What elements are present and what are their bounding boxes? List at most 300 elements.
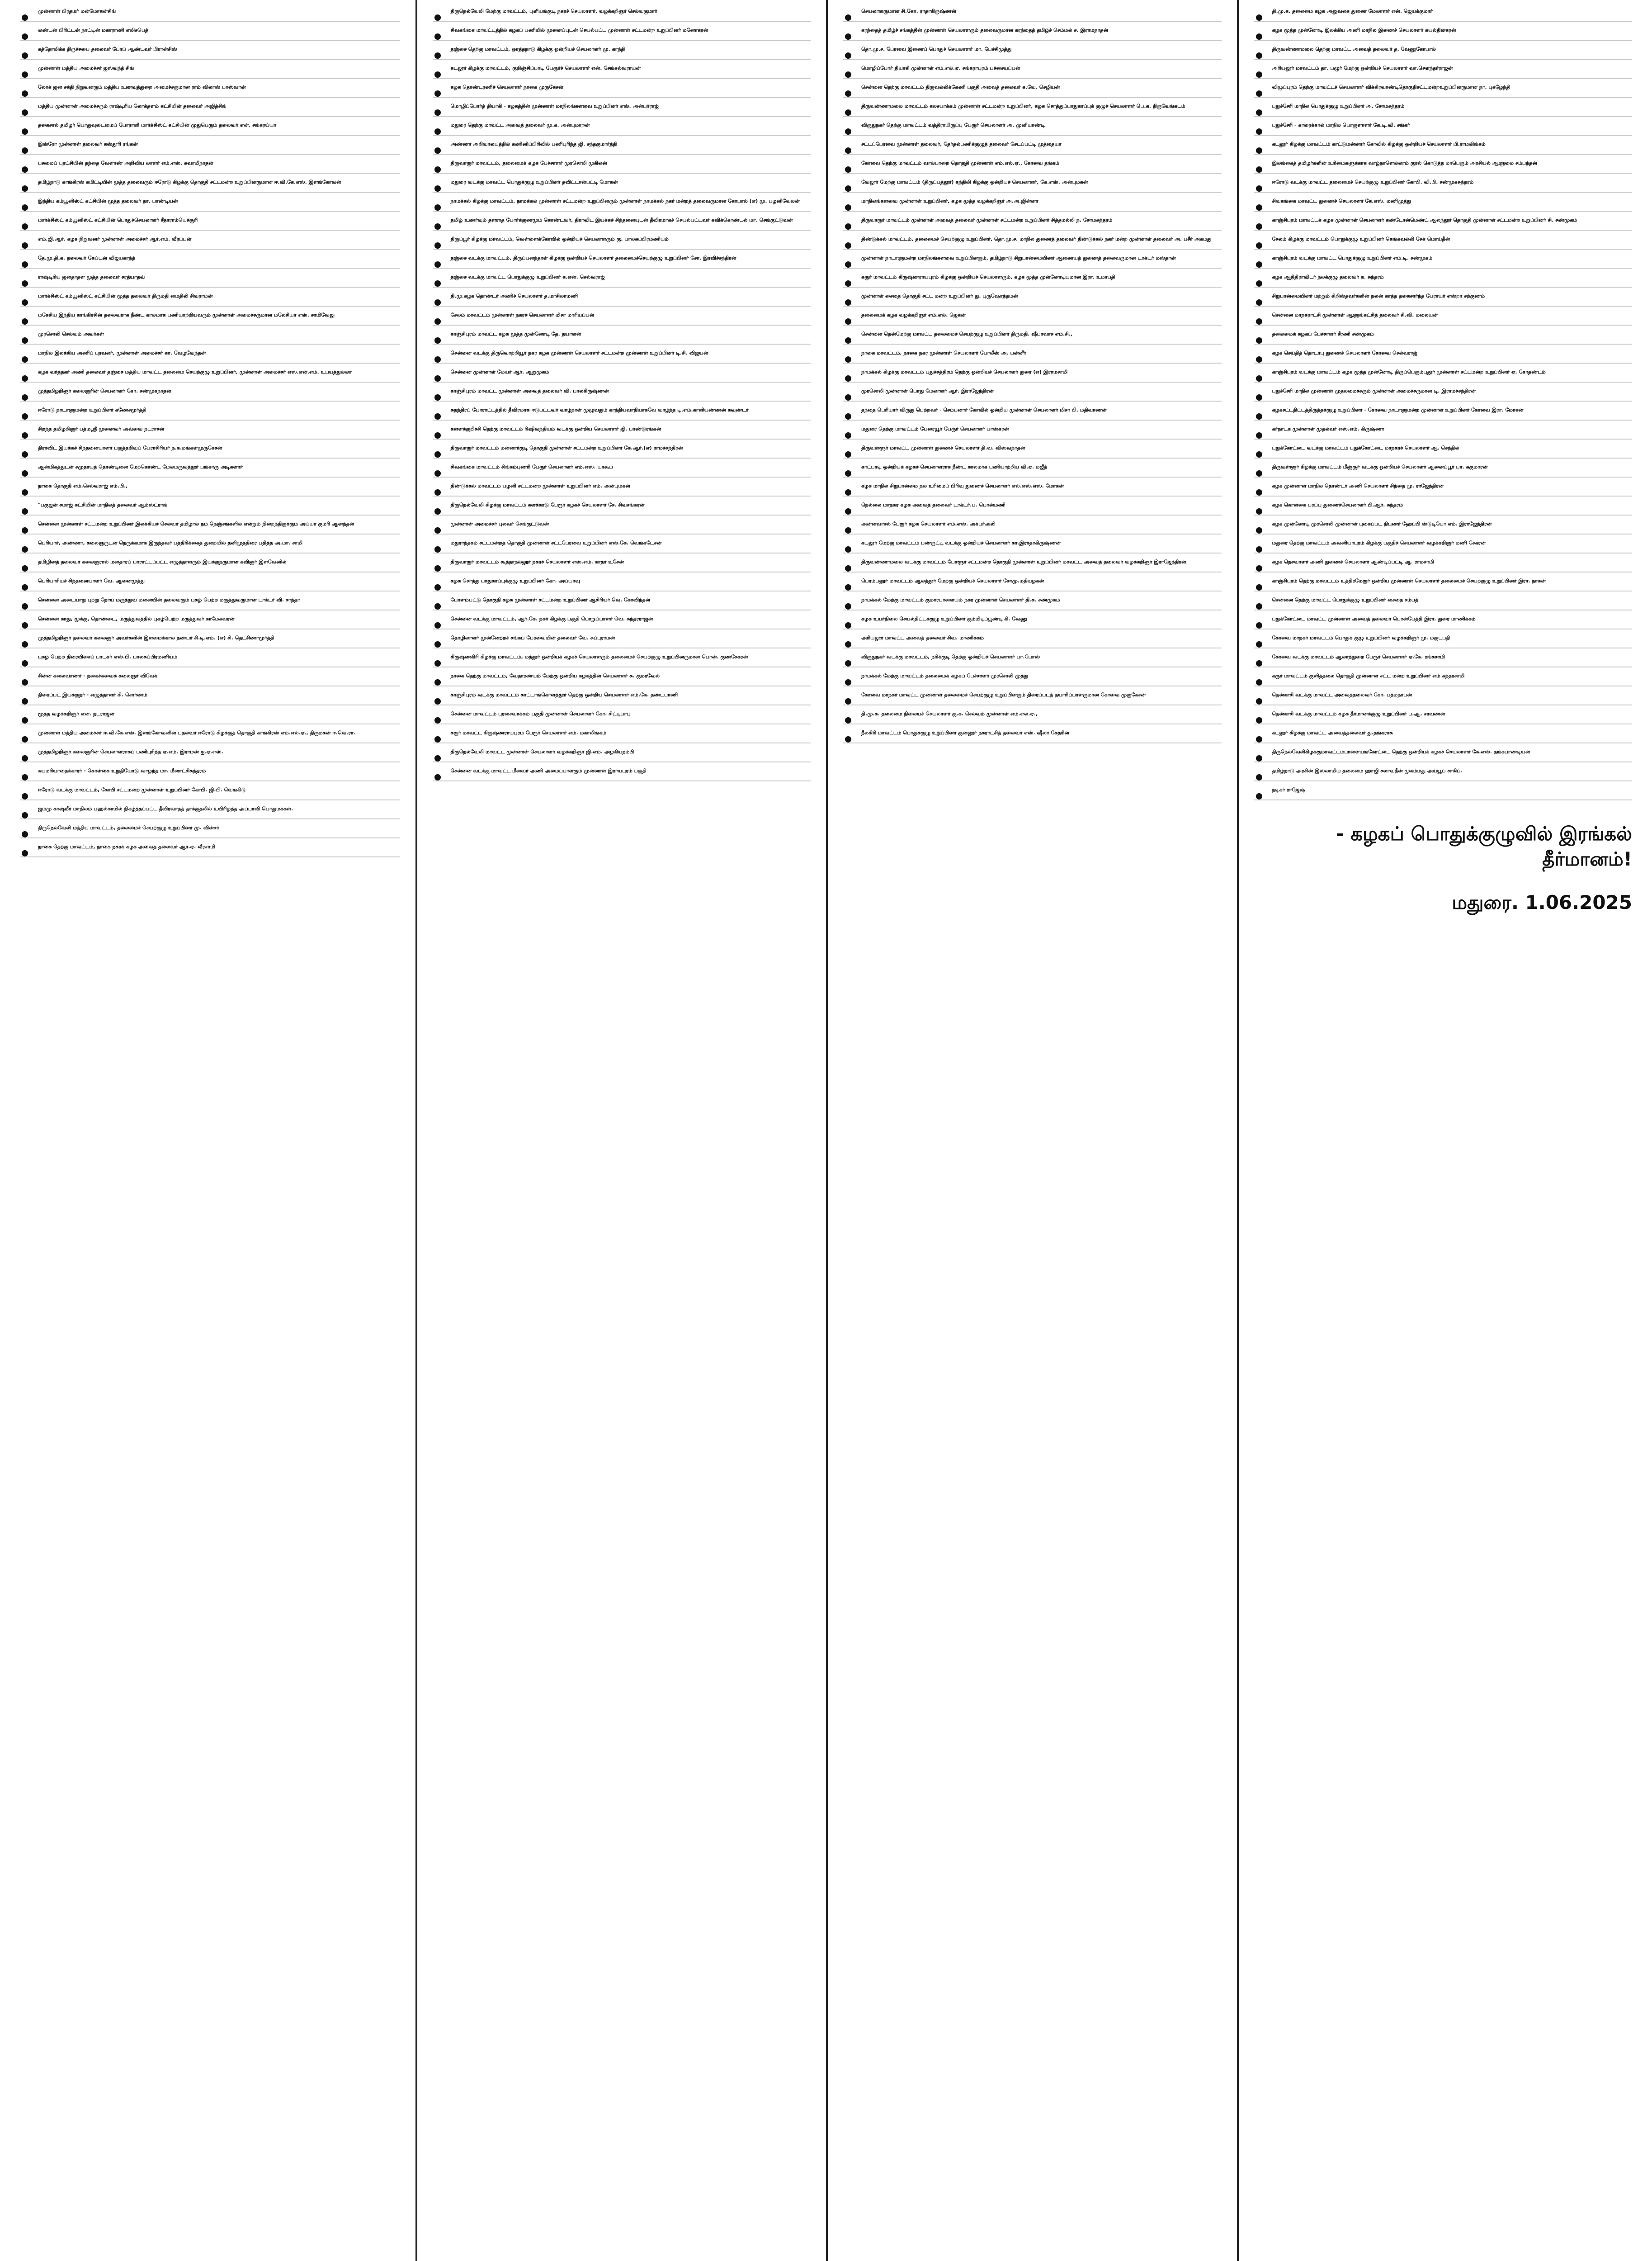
entry-text: சென்னை வடக்கு மாவட்ட மீனவர் அணி அமைப்பாளரும் முன்னாள் இராயபுரம் பகுதி bbox=[450, 768, 647, 774]
condolence-entry bbox=[843, 212, 1222, 231]
entry-text: புதுச்சேரி - காரைக்கால் மாநில பொருளாளர் கே.டி.வி. சங்கர் bbox=[1272, 122, 1410, 128]
entry-text: நாமக்கல் கிழக்கு மாவட்டம், நாமக்கல் முன்னாள் சட்டமன்ற உறுப்பினரும் முன்னாள் நாமக்கல் நகர் மன்றத் தலைவருமான கோபால் (எ) மு. பழனிவேலன் bbox=[450, 198, 800, 204]
entry-text: நாமக்கல் மேற்கு மாவட்டம் குமாரபாளையம் நகர முன்னாள் செயலாளர் தி.க. சண்முகம் bbox=[861, 597, 1060, 603]
column-2 bbox=[415, 0, 826, 2261]
entry-text: திருவண்ணாமலை தெற்கு மாவட்ட அவைத் தலைவர் த. வேணுகோபால் bbox=[1272, 46, 1436, 52]
condolence-entry bbox=[843, 553, 1222, 572]
condolence-entry bbox=[20, 743, 400, 762]
place-date: மதுரை. 1.06.2025 bbox=[1452, 891, 1632, 913]
entry-text: முரசொலி செல்வம் அவர்கள் bbox=[38, 331, 104, 337]
entry-text: மொழிப்போர்த் தியாகி - கழகத்தின் முன்னாள் மாநிலங்களவை உறுப்பினர் எஸ். அன்பர்ராஜ் bbox=[450, 103, 659, 109]
condolence-entry bbox=[433, 136, 811, 155]
bullet-icon bbox=[434, 508, 441, 515]
condolence-entry bbox=[20, 136, 400, 155]
condolence-entry bbox=[433, 762, 811, 781]
entry-text: முத்தமிழறிஞர் கலைஞரின் செயலாளர் கோ. சண்முகநாதன் bbox=[38, 388, 171, 394]
bullet-icon bbox=[22, 33, 28, 40]
entry-text: தஞ்சை தெற்கு மாவட்டம், ஒரத்தநாடு கிழக்கு ஒன்றியச் செயலாளர் மு. காந்தி bbox=[450, 46, 625, 52]
entry-text: தி.மு.க. தலைமை கழக அலுவலக துணை மேலாளர் என். ஜெயக்குமார் bbox=[1272, 8, 1433, 14]
bullet-icon bbox=[845, 698, 851, 705]
condolence-entry bbox=[1254, 629, 1633, 648]
entry-text: ஈரோடு நாடாளுமன்ற உறுப்பினர் கணேசமூர்த்தி bbox=[38, 407, 146, 413]
entry-text: சிவகங்கை மாவட்டத்தில் கழகப் பணியில் முனைப்புடன் செயல்பட்ட முன்னாள் சட்டமன்ற உறுப்பினர் மனோகரன் bbox=[450, 27, 708, 33]
condolence-entry bbox=[20, 383, 400, 402]
entry-text: கரூர் மாவட்டம் கிருஷ்ணராயபுரம் கிழக்கு ஒன்றியச் செயலாளரும், கழக மூத்த முன்னோடியுமான இரா. உமாபதி bbox=[861, 274, 1115, 280]
condolence-entry bbox=[433, 174, 811, 193]
entry-text: நாமக்கல் கிழக்கு மாவட்டம் புதுச்சத்திரம் தெற்கு ஒன்றியச் செயலாளர் துரை (எ) இராமசாமி bbox=[861, 369, 1068, 375]
condolence-entry bbox=[20, 98, 400, 117]
bullet-icon bbox=[22, 204, 28, 211]
condolence-entry bbox=[20, 459, 400, 478]
condolence-entry bbox=[843, 41, 1222, 60]
entry-text: கடலூர் கிழக்கு மாவட்டம் காட்டுமன்னார் கோவில் கிழக்கு ஒன்றியச் செயலாளர் பி.ராமலிங்கம் bbox=[1272, 141, 1486, 147]
entry-text: அரியலூர் மாவட்டம் தா. பழூர் மேற்கு ஒன்றியச் செயலாளர் வா.சௌந்தர்ராஜன் bbox=[1272, 65, 1453, 71]
bullet-icon bbox=[22, 850, 28, 856]
condolence-entry bbox=[433, 250, 811, 269]
bullet-icon bbox=[434, 470, 441, 477]
bullet-icon bbox=[1256, 128, 1262, 135]
condolence-entry bbox=[433, 288, 811, 307]
bullet-icon bbox=[22, 14, 28, 21]
bullet-icon bbox=[1256, 470, 1262, 477]
entry-text: அரியலூர் மாவட்ட அவைத் தலைவர் சிவ. மாணிக்கம் bbox=[861, 635, 984, 641]
entry-text: முரசொலி முன்னாள் பொது மேலாளர் ஆர். இராஜேந்திரன் bbox=[861, 388, 994, 394]
entry-text: காஞ்சிபுரம் மாவட்டக் கழக முன்னாள் செயலாளர் கண்டோன்மெண்ட் ஆலந்தூர் தொகுதி முன்னாள் சட்டமன்ற உறுப்பினர் சி. சண்முகம் bbox=[1272, 217, 1577, 223]
condolence-entry bbox=[1254, 402, 1633, 421]
entry-text: கடலூர் கிழக்கு மாவட்ட அவைத்தலைவர் து.தங்கராசு bbox=[1272, 730, 1393, 736]
bullet-icon bbox=[22, 736, 28, 743]
column-4-items bbox=[1254, 3, 1633, 800]
entry-text: மார்க்சிஸ்ட் கம்யூனிஸ்ட் கட்சியின் மூத்த தலைவர் திருமதி மைதிலி சிவராமன் bbox=[38, 293, 213, 299]
bullet-icon bbox=[434, 375, 441, 382]
condolence-entry bbox=[843, 136, 1222, 155]
entry-text: கழக உயர்நிலை செயல்திட்டக்குழு உறுப்பினர் கும்மிடிப்பூண்டி கி. வேணு bbox=[861, 616, 1028, 622]
entry-text: மொழிப்போர் தியாகி முன்னாள் எம்.எல்.ஏ. சங்கராபுரம் பச்சையப்பன் bbox=[861, 65, 1020, 71]
bullet-icon bbox=[1256, 33, 1262, 40]
entry-text: இந்திய கம்யூனிஸ்ட் கட்சியின் மூத்த தலைவர் தா. பாண்டியன் bbox=[38, 198, 178, 204]
bullet-icon bbox=[845, 166, 851, 173]
bullet-icon bbox=[1256, 717, 1262, 724]
entry-text: சிவகங்கை மாவட்டம் சிங்கம்புணரி பேரூர் செயலாளர் எம்.எஸ். யாகூப் bbox=[450, 464, 613, 470]
bullet-icon bbox=[1256, 679, 1262, 686]
entry-text: மத்திய முன்னாள் அமைச்சரும் ராஷ்டிரிய லோக்தளம் கட்சியின் தலைவர் அஜித்சிங் bbox=[38, 103, 227, 109]
entry-text: இஸ்ரோ முன்னாள் தலைவர் கஸ்தூரி ரங்கன் bbox=[38, 141, 138, 147]
entry-text: கழக தொண்டரணிச் செயலாளர் நாகை முருகேசன் bbox=[450, 84, 563, 90]
bullet-icon bbox=[22, 831, 28, 837]
condolence-entry bbox=[843, 231, 1222, 250]
condolence-entry bbox=[843, 572, 1222, 591]
bullet-icon bbox=[22, 679, 28, 686]
bullet-icon bbox=[434, 736, 441, 743]
entry-text: கோவை தெற்கு மாவட்டம் வால்பாறை தொகுதி முன்னாள் எம்.எல்.ஏ., கோவை தங்கம் bbox=[861, 160, 1059, 166]
condolence-entry bbox=[433, 648, 811, 667]
bullet-icon bbox=[434, 356, 441, 363]
bullet-icon bbox=[1256, 242, 1262, 249]
bullet-icon bbox=[845, 736, 851, 743]
entry-text: கழக செய்தித் தொடர்பு துணைச் செயலாளர் கோவை செல்வராஜ் bbox=[1272, 350, 1417, 356]
entry-text: விருதுநகர் தெற்கு மாவட்டம் வத்திராயிருப்பு பேரூர் செயலாளர் அ. முனியாண்டி bbox=[861, 122, 1045, 128]
entry-text: தொழிலாளர் முன்னேற்றச் சங்கப் பேரவையின் தலைவர் வே. சுப்புராமன் bbox=[450, 635, 615, 641]
entry-text: மதுரை தெற்கு மாவட்ட அவைத் தலைவர் மு.க. அன்புமாறன் bbox=[450, 122, 590, 128]
condolence-entry bbox=[433, 345, 811, 364]
bullet-icon bbox=[22, 394, 28, 401]
condolence-entry bbox=[20, 22, 400, 41]
condolence-entry bbox=[1254, 459, 1633, 478]
bullet-icon bbox=[1256, 375, 1262, 382]
bullet-icon bbox=[845, 242, 851, 249]
column-1 bbox=[5, 0, 415, 2261]
bullet-icon bbox=[22, 299, 28, 306]
bullet-icon bbox=[1256, 432, 1262, 439]
bullet-icon bbox=[22, 584, 28, 591]
bullet-icon bbox=[845, 641, 851, 648]
entry-text: திருவாரூர் மாவட்டம் மன்னார்குடி தொகுதி முன்னாள் சட்டமன்ற உறுப்பினர் கே.ஆர்.(எ) ராமச்சந்திரன் bbox=[450, 445, 683, 451]
condolence-entry bbox=[20, 60, 400, 79]
condolence-entry bbox=[1254, 572, 1633, 591]
entry-text: சென்னை வடக்கு திருவொற்றியூர் நகர கழக முன்னாள் செயலாளர் சட்டமன்ற முன்னாள் உறுப்பினர் டி.சி. விஜயன் bbox=[450, 350, 708, 356]
bullet-icon bbox=[845, 394, 851, 401]
entry-text: கழகசட்டதிட்டத்திருத்தக்குழு உறுப்பினர் - கோவை நாடாளுமன்ற முன்னாள் உறுப்பினர் கோவை இரா. மோகன் bbox=[1272, 407, 1524, 413]
bullet-icon bbox=[22, 660, 28, 667]
condolence-entry bbox=[433, 383, 811, 402]
condolence-entry bbox=[433, 307, 811, 326]
entry-text: சுயமரியாதைக்காரர் - கொள்கை உறுதியோடு வாழ்ந்த மா. மீனாட்சிசுந்தரம் bbox=[38, 768, 206, 774]
entry-text: சேலம் மாவட்டம் முன்னாள் நகரச் செயலாளர் மிசா மாரியப்பன் bbox=[450, 312, 595, 318]
bullet-icon bbox=[434, 14, 441, 21]
condolence-entry bbox=[843, 667, 1222, 686]
bullet-icon bbox=[22, 185, 28, 192]
bullet-icon bbox=[434, 166, 441, 173]
condolence-entry bbox=[20, 155, 400, 174]
entry-text: திருவண்ணாமலை வடக்கு மாவட்டம் போளூர் சட்டமன்ற தொகுதி முன்னாள் உறுப்பினர் மாவட்ட அவைத் தலைவர் வழக்கறிஞர் இராஜேந்திரன் bbox=[861, 559, 1186, 565]
entry-text: தி.மு.கழக தொண்டர் அணிச் செயலாளர் த.மாசிலாமணி bbox=[450, 293, 578, 299]
condolence-entry bbox=[1254, 269, 1633, 288]
bullet-icon bbox=[22, 413, 28, 420]
entry-text: சென்னை அடையாறு புற்று நோய் மருத்துவ மனையின் தலைவரும் புகழ் பெற்ற மருத்துவருமான டாக்டர் வி. சாந்தா bbox=[38, 597, 300, 603]
entry-text: புதுச்சேரி மாநில பொதுக்குழு உறுப்பினர் அ. சோமசுந்தரம் bbox=[1272, 103, 1405, 109]
bullet-icon bbox=[434, 52, 441, 59]
condolence-entry bbox=[843, 269, 1222, 288]
condolence-entry bbox=[433, 610, 811, 629]
entry-text: இலங்கைத் தமிழர்களின் உரிமைகளுக்காக வாழ்நாளெல்லாம் குரல் கொடுத்த மாபெரும் அரசியல் ஆளுமை சம்பந்தன் bbox=[1272, 160, 1537, 166]
bullet-icon bbox=[434, 394, 441, 401]
entry-text: திருவாரூர் மாவட்டம் முன்னாள் அவைத் தலைவர் முன்னாள் சட்டமன்ற உறுப்பினர் சித்தமல்லி ந. சோமசுந்தரம் bbox=[861, 217, 1113, 223]
bullet-icon bbox=[22, 52, 28, 59]
bullet-icon bbox=[1256, 185, 1262, 192]
bullet-icon bbox=[845, 223, 851, 230]
entry-text: மார்க்சிஸ்ட் கம்யூனிஸ்ட் கட்சியின் பொதுச்செயலாளர் சீதாராம்யெச்சூரி bbox=[38, 217, 198, 223]
condolence-entry bbox=[843, 686, 1222, 705]
entry-text: திருவள்ளூர் கிழக்கு மாவட்டம் மீஞ்சூர் வடக்கு ஒன்றியச் செயலாளர் ஆனைப்பூர் பா. சுகுமாரன் bbox=[1272, 464, 1488, 470]
condolence-entry bbox=[20, 686, 400, 705]
condolence-entry bbox=[433, 553, 811, 572]
bullet-icon bbox=[434, 109, 441, 116]
bullet-icon bbox=[434, 318, 441, 325]
bullet-icon bbox=[434, 622, 441, 629]
entry-text: ஜம்மு காஷ்மீர் மாநிலம் பஹல்காமில் நிகழ்த்தப்பட்ட தீவிரவாதத் தாக்குதலில் உயிரிழந்த அப்பாவி பொதுமக்கள். bbox=[38, 806, 293, 812]
condolence-entry bbox=[843, 364, 1222, 383]
condolence-entry bbox=[1254, 22, 1633, 41]
entry-text: காஞ்சிபுரம் மாவட்ட முன்னாள் அவைத் தலைவர் வி. பாலகிருஷ்ணன் bbox=[450, 388, 609, 394]
condolence-entry bbox=[20, 174, 400, 193]
bullet-icon bbox=[1256, 52, 1262, 59]
condolence-entry bbox=[1254, 79, 1633, 98]
bullet-icon bbox=[1256, 736, 1262, 743]
bullet-icon bbox=[434, 299, 441, 306]
entry-text: திருவள்ளூர் மாவட்ட முன்னாள் துணைச் செயலாளர் தி.வ. விஸ்வநாதன் bbox=[861, 445, 1025, 451]
entry-text: லண்டன் பிரிட்டன் நாட்டின் மகாராணி எலிசபெத் bbox=[38, 27, 149, 33]
bullet-icon bbox=[434, 280, 441, 287]
bullet-icon bbox=[845, 375, 851, 382]
bullet-icon bbox=[22, 318, 28, 325]
condolence-entry bbox=[433, 497, 811, 516]
entry-text: நாகை தெற்கு மாவட்டம், நாகை நகரக் கழக அவைத் தலைவர் ஆர்.ஏ. வீரசாமி bbox=[38, 844, 216, 850]
condolence-entry bbox=[20, 478, 400, 497]
bullet-icon bbox=[22, 641, 28, 648]
entry-text: தலைமைக் கழக வழக்கறிஞர் எம்.எல். ஜெகன் bbox=[861, 312, 966, 318]
condolence-entry bbox=[843, 193, 1222, 212]
bullet-icon bbox=[22, 489, 28, 496]
entry-text: தலைமைக் கழகப் பேச்சாளர் சீரணி சண்முகம் bbox=[1272, 331, 1374, 337]
bullet-icon bbox=[1256, 603, 1262, 610]
condolence-entry bbox=[843, 478, 1222, 497]
entry-text: மதுரை தெற்கு மாவட்டம் அவனியாபுரம் கிழக்கு பகுதிச் செயலாளர் வழக்கறிஞர் மணி சேகரன் bbox=[1272, 540, 1486, 546]
condolence-entry bbox=[1254, 686, 1633, 705]
entry-text: சென்னை முன்னாள் சட்டமன்ற உறுப்பினர் இலக்கியச் செல்வர் தமிழால் நம் நெஞ்சங்களில் என்றும் நிறைந்திருக்கும் அய்யா குமரி ஆனந்தன் bbox=[38, 521, 354, 527]
entry-text: தமிழ்நாடு காங்கிரஸ் கமிட்டியின் மூத்த தலைவரும் ஈரோடு கிழக்கு தொகுதி சட்டமன்ற உறுப்பினருமான ஈ.வி.கே.எஸ். இளங்கோவன் bbox=[38, 179, 341, 185]
entry-text: கோவை மாநகர் மாவட்டம் பொதுக் குழு உறுப்பினர் வழக்கறிஞர் மு. மகுடபதி bbox=[1272, 635, 1450, 641]
bullet-icon bbox=[1256, 698, 1262, 705]
bullet-icon bbox=[845, 356, 851, 363]
bullet-icon bbox=[22, 147, 28, 154]
bullet-icon bbox=[434, 90, 441, 97]
entry-text: சேலம் கிழக்கு மாவட்டம் பொதுக்குழு உறுப்பினர் கெங்கவல்லி சேக் மொய்தீன் bbox=[1272, 236, 1450, 242]
condolence-entry bbox=[433, 402, 811, 421]
bullet-icon bbox=[1256, 299, 1262, 306]
entry-text: நாகை மாவட்டம், நாகை நகர முன்னாள் செயலாளர் போலீஸ் அ. பன்னீர் bbox=[861, 350, 1026, 356]
condolence-entry bbox=[1254, 212, 1633, 231]
condolence-entry bbox=[1254, 724, 1633, 743]
bullet-icon bbox=[845, 337, 851, 344]
condolence-entry bbox=[20, 326, 400, 345]
entry-text: முன்னாள் மத்திய அமைச்சர் ஈ.வி.கே.எஸ். இளங்கோவனின் புதல்வர் ஈரோடு கிழக்குத் தொகுதி காங்கிரஸ் எம்.எல்.ஏ., திருமகன் ஈ.வெ.ரா. bbox=[38, 730, 355, 736]
bullet-icon bbox=[845, 584, 851, 591]
entry-text: சென்னை மாநகராட்சி முன்னாள் ஆளுங்கட்சித் தலைவர் சி.வி. மலையன் bbox=[1272, 312, 1438, 318]
bullet-icon bbox=[1256, 356, 1262, 363]
entry-text: விருதுநகர் வடக்கு மாவட்டம், நரிக்குடி தெற்கு ஒன்றியச் செயலாளர் பா.போஸ் bbox=[861, 654, 1040, 660]
bullet-icon bbox=[845, 147, 851, 154]
entry-text: திண்டுக்கல் மாவட்டம், தலைமைச் செயற்குழு உறுப்பினர், தொ.மு.ச. மாநில துணைத் தலைவர் திண்டுக்கல் நகர் மன்ற முன்னாள் தலைவர் அ. பசீர் அகமது bbox=[861, 236, 1212, 242]
bullet-icon bbox=[434, 717, 441, 724]
condolence-entry bbox=[843, 383, 1222, 402]
bullet-icon bbox=[22, 432, 28, 439]
entry-text: காஞ்சிபுரம் மாவட்ட கழக மூத்த முன்னோடி தே. தயாளன் bbox=[450, 331, 581, 337]
condolence-entry bbox=[843, 117, 1222, 136]
bullet-icon bbox=[22, 793, 28, 799]
condolence-entry bbox=[843, 459, 1222, 478]
condolence-entry bbox=[20, 79, 400, 98]
condolence-entry bbox=[20, 307, 400, 326]
entry-text: சட்டப்பேரவை முன்னாள் தலைவர், தேர்தல்பணிக்குழுத் தலைவர் சேடப்பட்டி முத்தையா bbox=[861, 141, 1062, 147]
condolence-entry bbox=[20, 553, 400, 572]
entry-text: புதுக்கோட்டை மாவட்ட முன்னாள் அவைத் தலைவர் பொன்பேத்தி இரா. துரை மாணிக்கம் bbox=[1272, 616, 1476, 622]
entry-text: முன்னாள் பிரதமர் மன்மோகன்சிங் bbox=[38, 8, 116, 14]
condolence-entry bbox=[1254, 41, 1633, 60]
entry-text: சென்னை காது, மூக்கு, தொண்டை, மருத்துவத்தில் புகழ்பெற்ற மருத்துவர் காமேசுவரன் bbox=[38, 616, 235, 622]
condolence-entry bbox=[20, 440, 400, 459]
condolence-entry bbox=[20, 667, 400, 686]
entry-text: புதுச்சேரி மாநில முன்னாள் முதலமைச்சரும் முன்னாள் அமைச்சருமான டி. இராமச்சந்திரன் bbox=[1272, 388, 1476, 394]
condolence-entry bbox=[1254, 421, 1633, 440]
condolence-entry bbox=[843, 724, 1222, 743]
bullet-icon bbox=[845, 14, 851, 21]
condolence-entry bbox=[1254, 136, 1633, 155]
bullet-icon bbox=[434, 660, 441, 667]
condolence-entry bbox=[433, 212, 811, 231]
bullet-icon bbox=[434, 641, 441, 648]
condolence-entry bbox=[20, 269, 400, 288]
bullet-icon bbox=[434, 185, 441, 192]
entry-text: ராஷ்டிரிய ஜனதாதள மூத்த தலைவர் சரத்யாதவ் bbox=[38, 274, 145, 280]
bullet-icon bbox=[434, 774, 441, 780]
entry-text: தஞ்சை வடக்கு மாவட்டம், திருப்பனந்தாள் கிழக்கு ஒன்றியச் செயலாளர் தலைமைச்செயற்குழு உறுப்பினர் சோ. இரவிச்சந்திரன் bbox=[450, 255, 736, 261]
condolence-entry bbox=[843, 345, 1222, 364]
bullet-icon bbox=[1256, 774, 1262, 780]
bullet-icon bbox=[1256, 337, 1262, 344]
entry-text: காஞ்சிபுரம் வடக்கு மாவட்ட பொதுக்குழு உறுப்பினர் எம்.டி. சண்முகம் bbox=[1272, 255, 1433, 261]
bullet-icon bbox=[22, 356, 28, 363]
entry-text: சுதந்திரப் போராட்டத்தில் தீவிரமாக ஈடுபட்டவர் வாழ்நாள் முழுவதும் காந்தியவாதியாகவே வாழ்ந்த டி.எம்.காளியண்ணன் கவுண்டர் bbox=[450, 407, 749, 413]
entry-text: முத்தமிழறிஞர் கலைஞரின் செயலாளராகப் பணிபுரிந்த ஏ.எம். இராமன் ஐ.ஏ.எஸ். bbox=[38, 749, 223, 755]
entry-text: ஈரோடு வடக்கு மாவட்ட தலைமைச் செயற்குழு உறுப்பினர் கோபி. வி.பி. சண்முகசுந்தரம் bbox=[1272, 179, 1474, 185]
entry-text: கழக முன்னோடி முரசொலி முன்னாள் புகைப்பட நிபுணர் ஹேப்பி ஸ்டுடியோ எம். இராஜேந்திரன் bbox=[1272, 521, 1492, 527]
entry-text: சிறுபான்மையினர் மற்றும் கிறிஸ்தவர்களின் நலன் காத்த தகைசார்ந்த பேராயர் எஸ்றா சற்குணம் bbox=[1272, 293, 1485, 299]
bullet-icon bbox=[22, 508, 28, 515]
condolence-entry bbox=[20, 288, 400, 307]
bullet-icon bbox=[22, 242, 28, 249]
condolence-entry bbox=[843, 440, 1222, 459]
entry-text: கழக முன்னாள் மாநில தொண்டர் அணி செயலாளர் சிந்தை மு. ராஜேந்திரன் bbox=[1272, 483, 1444, 489]
condolence-entry bbox=[20, 231, 400, 250]
condolence-entry bbox=[1254, 117, 1633, 136]
bullet-icon bbox=[1256, 660, 1262, 667]
condolence-entry bbox=[1254, 250, 1633, 269]
entry-text: சின்ன கலைவாணர் - நகைச்சுவைக் கலைஞர் விவேக் bbox=[38, 673, 158, 679]
condolence-entry bbox=[433, 535, 811, 553]
entry-text: கோவை மாநகர் மாவட்ட முன்னாள் தலைமைச் செயற்குழு உறுப்பினரும் திரைப்படத் தயாரிப்பாளருமான கோவை முருகேசன் bbox=[861, 692, 1146, 698]
entry-text: திருநெல்வேலி மாவட்ட முன்னாள் செயலாளர் வழக்கறிஞர் ஜி.எம். அழகியநம்பி bbox=[450, 749, 634, 755]
condolence-entry bbox=[1254, 781, 1633, 800]
entry-text: நாமக்கல் மேற்கு மாவட்டம் தலைமைக் கழகப் பேச்சாளர் முரசொலி முத்து bbox=[861, 673, 1029, 679]
condolence-entry bbox=[433, 41, 811, 60]
bullet-icon bbox=[845, 185, 851, 192]
resolution-title: - கழகப் பொதுக்குழுவில் இரங்கல் தீர்மானம்! bbox=[1336, 823, 1632, 870]
bullet-icon bbox=[1256, 622, 1262, 629]
condolence-entry bbox=[1254, 667, 1633, 686]
condolence-entry bbox=[843, 705, 1222, 724]
entry-text: திருநெல்வேலி மேற்கு மாவட்டம், புளியங்குடி நகரச் செயலாளர், வழக்கறிஞர் செல்வகுமார் bbox=[450, 8, 657, 14]
entry-text: கழக நெசவாளர் அணி துணைச் செயலாளர் ஆண்டிப்பட்டி ஆ. ராமசாமி bbox=[1272, 559, 1434, 565]
bullet-icon bbox=[22, 812, 28, 818]
bullet-icon bbox=[845, 261, 851, 268]
bullet-icon bbox=[845, 299, 851, 306]
condolence-entry bbox=[20, 497, 400, 516]
entry-text: மதுரை தெற்கு மாவட்டம் பேரையூர் பேரூர் செயலாளர் பாஸ்கரன் bbox=[861, 426, 1009, 432]
condolence-entry bbox=[20, 724, 400, 743]
bullet-icon bbox=[434, 527, 441, 534]
bullet-icon bbox=[22, 223, 28, 230]
bullet-icon bbox=[22, 717, 28, 724]
bullet-icon bbox=[1256, 261, 1262, 268]
bullet-icon bbox=[1256, 204, 1262, 211]
condolence-entry bbox=[20, 345, 400, 364]
condolence-entry bbox=[433, 743, 811, 762]
condolence-entry bbox=[1254, 364, 1633, 383]
entry-text: திண்டுக்கல் மாவட்டம் பழனி சட்டமன்ற முன்னாள் உறுப்பினர் எம். அன்புமகன் bbox=[450, 483, 630, 489]
bullet-icon bbox=[434, 679, 441, 686]
entry-text: தமிழ் உணர்வும் தளராத போர்க்குணமும் கொண்டவர், திராவிட இயக்கச் சிந்தனையுடன் தீவிரமாகச் செயல்பட்டவர் கவிக்கொண்டல் மா. செங்குட்டுவன் bbox=[450, 217, 793, 223]
condolence-entry bbox=[843, 402, 1222, 421]
entry-text: சென்னை முன்னாள் மேயர் ஆர். ஆறுமுகம் bbox=[450, 369, 549, 375]
entry-text: புகழ் பெற்ற திரையிசைப் பாடகர் எஸ்.பி. பாலசுப்பிரமணியம் bbox=[38, 654, 177, 660]
entry-text: லோக் ஜன சக்தி நிறுவனரும் மத்திய உணவுத்துறை அமைச்சருமான ராம் விலாஸ் பாஸ்வான் bbox=[38, 84, 246, 90]
condolence-entry bbox=[433, 440, 811, 459]
condolence-entry bbox=[433, 572, 811, 591]
condolence-entry bbox=[20, 838, 400, 857]
condolence-entry bbox=[1254, 440, 1633, 459]
entry-text: கடலூர் மேற்கு மாவட்டம் பண்ருட்டி வடக்கு ஒன்றியச் செயலாளர் கா.இராதாகிருஷ்ணன் bbox=[861, 540, 1061, 546]
condolence-entry bbox=[1254, 98, 1633, 117]
bullet-icon bbox=[22, 90, 28, 97]
entry-text: நாகை தொகுதி எம்.செல்வராஜ் எம்.பி., bbox=[38, 483, 128, 489]
condolence-entry bbox=[433, 326, 811, 345]
entry-text: தந்தை பெரியார் விருது பெற்றவர் - செம்பனார் கோவில் ஒன்றிய முன்னாள் செயலாளர் மிசா பி. மதிவாணன் bbox=[861, 407, 1107, 413]
condolence-entry bbox=[433, 193, 811, 212]
entry-text: கழக சொத்து பாதுகாப்புக்குழு உறுப்பினர் கோ. அய்யாவு bbox=[450, 578, 580, 584]
bullet-icon bbox=[845, 603, 851, 610]
condolence-entry bbox=[433, 421, 811, 440]
entry-text: கழக வர்த்தகர் அணி தலைவர் தஞ்சை மத்திய மாவட்ட தலைமை செயற்குழு உறுப்பினர், முன்னாள் அமைச்சர் எஸ்.என்.எம். உபயத்துல்லா bbox=[38, 369, 352, 375]
entry-text: கழக கொள்கை பரப்பு துணைச்செயலாளர் பி.ஆர். சுந்தரம் bbox=[1272, 502, 1403, 508]
bullet-icon bbox=[845, 33, 851, 40]
bullet-icon bbox=[1256, 451, 1262, 458]
entry-text: முன்னாள் சைதை தொகுதி சட்ட மன்ற உறுப்பினர் து. புருஷோத்தமன் bbox=[861, 293, 1018, 299]
entry-text: கழக மூத்த முன்னோடி இலக்கிய அணி மாநில இணைச் செயலாளர் கயல்தினகரன் bbox=[1272, 27, 1456, 33]
entry-text: பெரியார், அண்ணா, கலைஞருடன் நெருக்கமாக இருந்தவர் பத்திரிக்கைத் துறையில் தனிமுத்திரை பதித்த அ.மா. சாமி bbox=[38, 540, 303, 546]
bullet-icon bbox=[22, 128, 28, 135]
bullet-icon bbox=[1256, 641, 1262, 648]
bullet-icon bbox=[1256, 508, 1262, 515]
entry-text: சென்னை தென்மேற்கு மாவட்ட தலைமைச் செயற்குழு உறுப்பினர் திருமதி. ஷீபாவாச எம்.சி., bbox=[861, 331, 1073, 337]
bullet-icon bbox=[434, 147, 441, 154]
entry-text: தே.மு.தி.க. தலைவர் கேப்டன் விஜயகாந்த் bbox=[38, 255, 135, 261]
bullet-icon bbox=[22, 470, 28, 477]
entry-text: கர்நாடக முன்னாள் முதல்வர் எஸ்.எம். கிருஷ்ணா bbox=[1272, 426, 1384, 432]
condolence-entry bbox=[433, 98, 811, 117]
condolence-entry bbox=[843, 174, 1222, 193]
entry-text: அண்ணா அறிவாலயத்தில் கணினிப்பிரிவில் பணிபுரிந்த ஜி. சந்தகுமார்த்தி bbox=[450, 141, 617, 147]
condolence-entry bbox=[433, 60, 811, 79]
bullet-icon bbox=[845, 717, 851, 724]
condolence-entry bbox=[20, 117, 400, 136]
bullet-icon bbox=[434, 755, 441, 762]
bullet-icon bbox=[845, 204, 851, 211]
entry-text: கழக மாநில சிறுபான்மை நல உரிமைப் பிரிவு துணைச் செயலாளர் எல்.எஸ்.எஸ். மோகன் bbox=[861, 483, 1064, 489]
condolence-entry bbox=[843, 22, 1222, 41]
entry-text: கரந்தைத் தமிழ்ச் சங்கத்தின் முன்னாள் செயலாளரும் தலைவருமான கரந்தைத் தமிழ்ச் செம்மல் ச. இராமநாதன் bbox=[861, 27, 1109, 33]
bullet-icon bbox=[22, 375, 28, 382]
bullet-icon bbox=[434, 489, 441, 496]
